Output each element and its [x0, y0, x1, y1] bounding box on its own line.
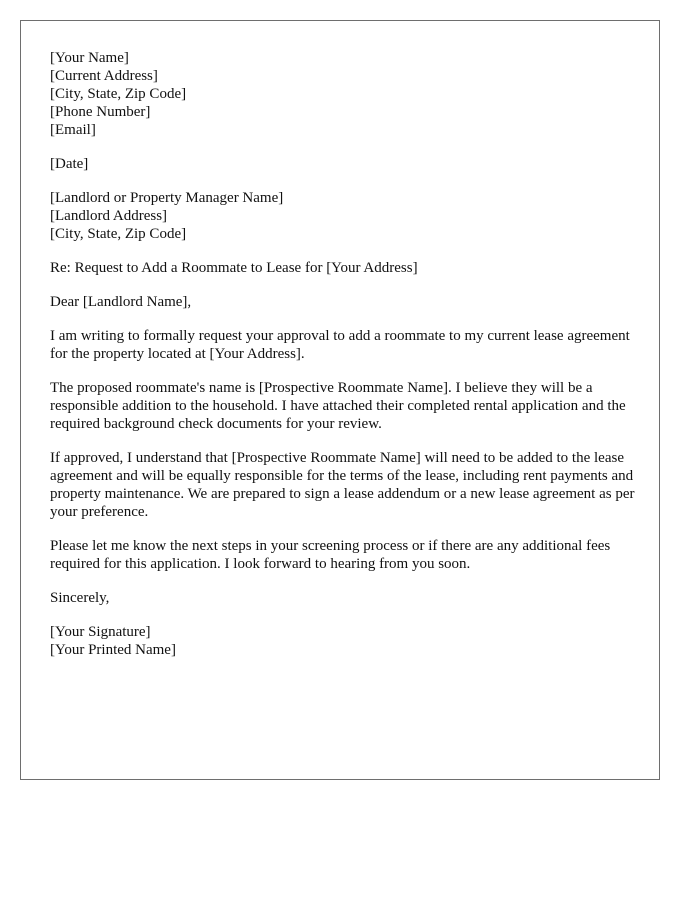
printed-name: [Your Printed Name] — [50, 642, 176, 658]
sender-phone: [Phone Number] — [50, 104, 151, 120]
letter-page — [20, 20, 660, 780]
body-paragraph-1: I am writing to formally request your approval to add a roommate to my current lease agreement for the property located at [Your Address]. — [50, 328, 630, 362]
body-paragraph-3: If approved, I understand that [Prospective Roommate Name] will need to be added to the lease agreement and will be equally responsible for the terms of the lease, including rent payments and property maintenance. We are prepared to sign a lease addendum or a new lease agreement as per your preference. — [50, 450, 635, 520]
salutation: Dear [Landlord Name], — [50, 294, 192, 310]
closing: Sincerely, — [50, 590, 110, 606]
sender-email: [Email] — [50, 122, 96, 138]
sender-name: [Your Name] — [50, 50, 129, 66]
date-block — [50, 155, 636, 173]
body-paragraph-2: The proposed roommate's name is [Prospective Roommate Name]. I believe they will be a responsible addition to the household. I have attached their completed rental application and the required background check documents for your review. — [50, 380, 626, 432]
subject-line: Re: Request to Add a Roommate to Lease for [Your Address] — [50, 260, 418, 276]
sender-block — [50, 49, 636, 139]
body-paragraph-4: Please let me know the next steps in your screening process or if there are any additional fees required for this application. I look forward to hearing from you soon. — [50, 538, 611, 572]
signature-line: [Your Signature] — [50, 624, 151, 640]
signature-block — [50, 623, 636, 659]
recipient-city-state-zip: [City, State, Zip Code] — [50, 226, 187, 242]
sender-city-state-zip: [City, State, Zip Code] — [50, 86, 187, 102]
letter-date: [Date] — [50, 156, 89, 172]
letter-body — [50, 49, 636, 659]
sender-address: [Current Address] — [50, 68, 158, 84]
recipient-name: [Landlord or Property Manager Name] — [50, 190, 284, 206]
recipient-block — [50, 189, 636, 243]
recipient-address: [Landlord Address] — [50, 208, 168, 224]
